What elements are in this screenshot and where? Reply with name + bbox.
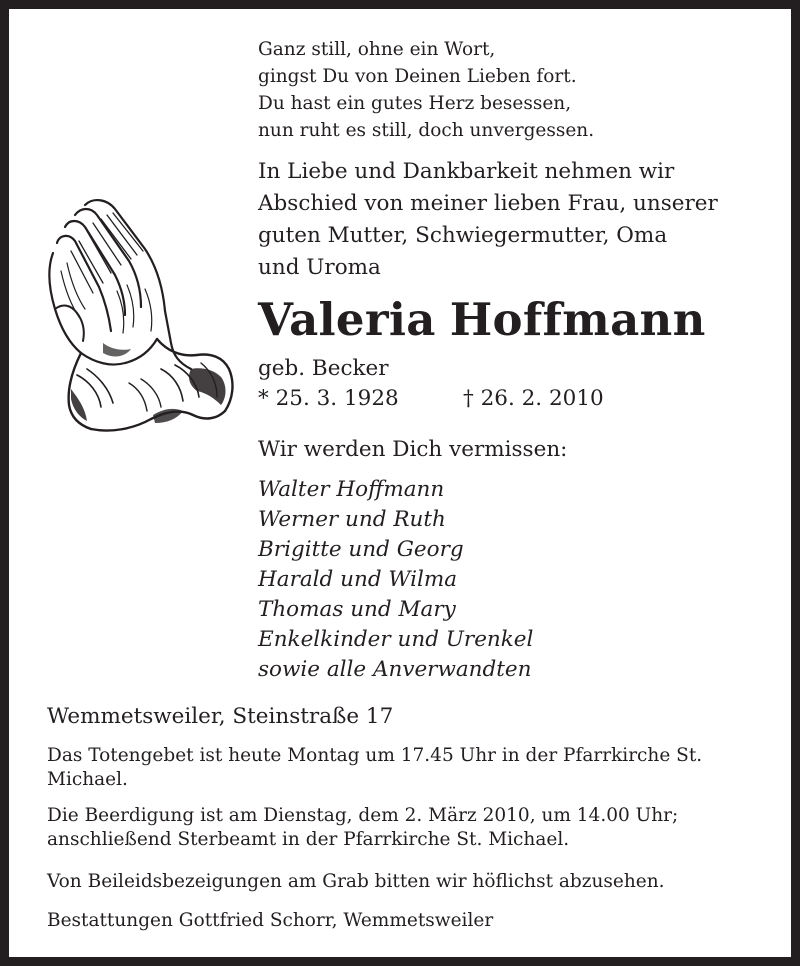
first-name: Valeria — [258, 293, 436, 346]
intro-line: Abschied von meiner lieben Frau, unserer — [258, 191, 718, 216]
mourner: Brigitte und Georg — [258, 537, 464, 562]
miss-text: Wir werden Dich vermissen: — [258, 437, 568, 462]
mourner: Thomas und Mary — [258, 597, 456, 622]
intro-line: und Uroma — [258, 255, 381, 280]
poem-line: gingst Du von Deinen Lieben fort. — [258, 66, 577, 87]
poem — [258, 36, 594, 144]
poem-line: nun ruht es still, doch unvergessen. — [258, 120, 595, 141]
condolences-notice: Von Beileidsbezeigungen am Grab bitten wir höflichst abzusehen. — [47, 871, 665, 892]
deceased-name — [258, 292, 706, 348]
praying-hands-icon — [41, 193, 237, 437]
intro-line: guten Mutter, Schwiegermutter, Oma — [258, 223, 668, 248]
poem-line: Du hast ein gutes Herz besessen, — [258, 93, 572, 114]
mourner: Werner und Ruth — [258, 507, 446, 532]
birth-date: * 25. 3. 1928 — [258, 386, 399, 411]
intro-line: In Liebe und Dankbarkeit nehmen wir — [258, 159, 675, 184]
death-date: † 26. 2. 2010 — [463, 386, 604, 411]
burial-notice: Die Beerdigung ist am Dienstag, dem 2. März 2010, um 14.00 Uhr; anschließend Sterbeamt in der Pfarrkirche St. Michael. — [47, 805, 679, 850]
intro-text — [258, 156, 718, 284]
last-name: Hoffmann — [449, 293, 706, 346]
mourner: Harald und Wilma — [258, 567, 458, 592]
undertaker: Bestattungen Gottfried Schorr, Wemmetsweiler — [47, 910, 494, 931]
maiden-name: geb. Becker — [258, 356, 389, 381]
poem-line: Ganz still, ohne ein Wort, — [258, 39, 496, 60]
mourner: sowie alle Anverwandten — [258, 657, 532, 682]
address: Wemmetsweiler, Steinstraße 17 — [47, 704, 394, 729]
prayer-notice: Das Totengebet ist heute Montag um 17.45 Uhr in der Pfarrkirche St. Michael. — [47, 745, 703, 790]
life-dates — [258, 384, 604, 414]
mourners-list — [258, 475, 533, 685]
mourner: Walter Hoffmann — [258, 477, 445, 502]
mourner: Enkelkinder und Urenkel — [258, 627, 534, 652]
